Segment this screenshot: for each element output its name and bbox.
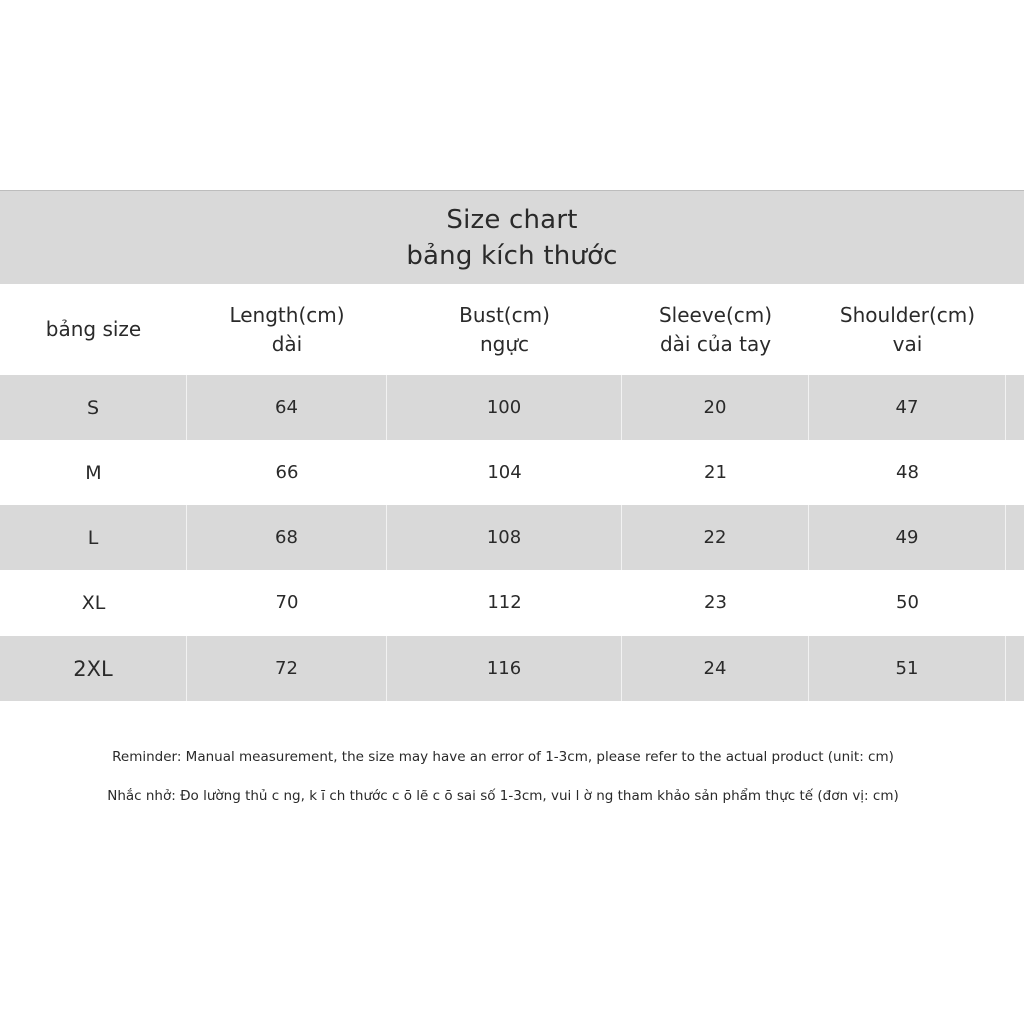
header-sleeve-en: Sleeve(cm)	[658, 302, 773, 327]
header-sleeve	[622, 284, 809, 375]
shoulder-cell: 47	[809, 375, 1006, 440]
header-length	[187, 284, 387, 375]
table-row	[0, 440, 1024, 505]
header-length-vi: dài	[271, 331, 303, 356]
sleeve-cell: 22	[622, 505, 809, 570]
header-shoulder-en: Shoulder(cm)	[839, 302, 976, 327]
reminder-vietnamese: Nhắc nhở: Đo lường thủ c ng, k ī ch thước c ō lẽ c ō sai số 1-3cm, vui l ờ ng tham khảo sản phẩm thực tế (đơn vị: cm)	[107, 788, 899, 804]
size-cell: 2XL	[0, 636, 187, 701]
table-row	[0, 375, 1024, 440]
sleeve-cell: 21	[704, 462, 727, 483]
header-sleeve-vi: dài của tay	[659, 331, 772, 356]
header-size	[0, 284, 187, 375]
size-cell: S	[0, 375, 187, 440]
size-chart-title-band	[0, 190, 1024, 285]
header-bust-vi: ngực	[479, 331, 530, 356]
shoulder-cell: 48	[896, 462, 919, 483]
header-shoulder	[809, 284, 1006, 375]
header-bust	[387, 284, 622, 375]
sleeve-cell: 24	[622, 636, 809, 701]
table-row	[0, 570, 1024, 635]
bust-cell: 104	[487, 462, 522, 483]
shoulder-cell: 51	[809, 636, 1006, 701]
bust-cell: 112	[487, 592, 522, 613]
title-english: Size chart	[446, 205, 578, 235]
length-cell: 66	[275, 462, 299, 483]
header-size-label: bảng size	[45, 317, 142, 341]
title-vietnamese: bảng kích thước	[406, 241, 618, 271]
bust-cell: 100	[387, 375, 622, 440]
size-cell: M	[85, 461, 102, 484]
table-header-row	[0, 284, 1024, 375]
row-edge-cell	[1006, 636, 1024, 701]
size-cell: XL	[81, 591, 106, 614]
row-edge-cell	[1006, 505, 1024, 570]
header-length-en: Length(cm)	[229, 302, 345, 327]
header-bust-en: Bust(cm)	[459, 302, 550, 327]
length-cell: 64	[187, 375, 387, 440]
length-cell: 72	[187, 636, 387, 701]
table-row	[0, 636, 1024, 701]
reminder-english: Reminder: Manual measurement, the size may have an error of 1-3cm, please refer to the actual product (unit: cm)	[112, 749, 894, 765]
length-cell: 68	[187, 505, 387, 570]
bust-cell: 108	[387, 505, 622, 570]
row-edge-cell	[1006, 375, 1024, 440]
sleeve-cell: 20	[622, 375, 809, 440]
header-shoulder-vi: vai	[892, 331, 923, 356]
shoulder-cell: 49	[809, 505, 1006, 570]
bust-cell: 116	[387, 636, 622, 701]
size-cell: L	[0, 505, 187, 570]
sleeve-cell: 23	[704, 592, 727, 613]
table-row	[0, 505, 1024, 570]
length-cell: 70	[275, 592, 299, 613]
shoulder-cell: 50	[896, 592, 919, 613]
